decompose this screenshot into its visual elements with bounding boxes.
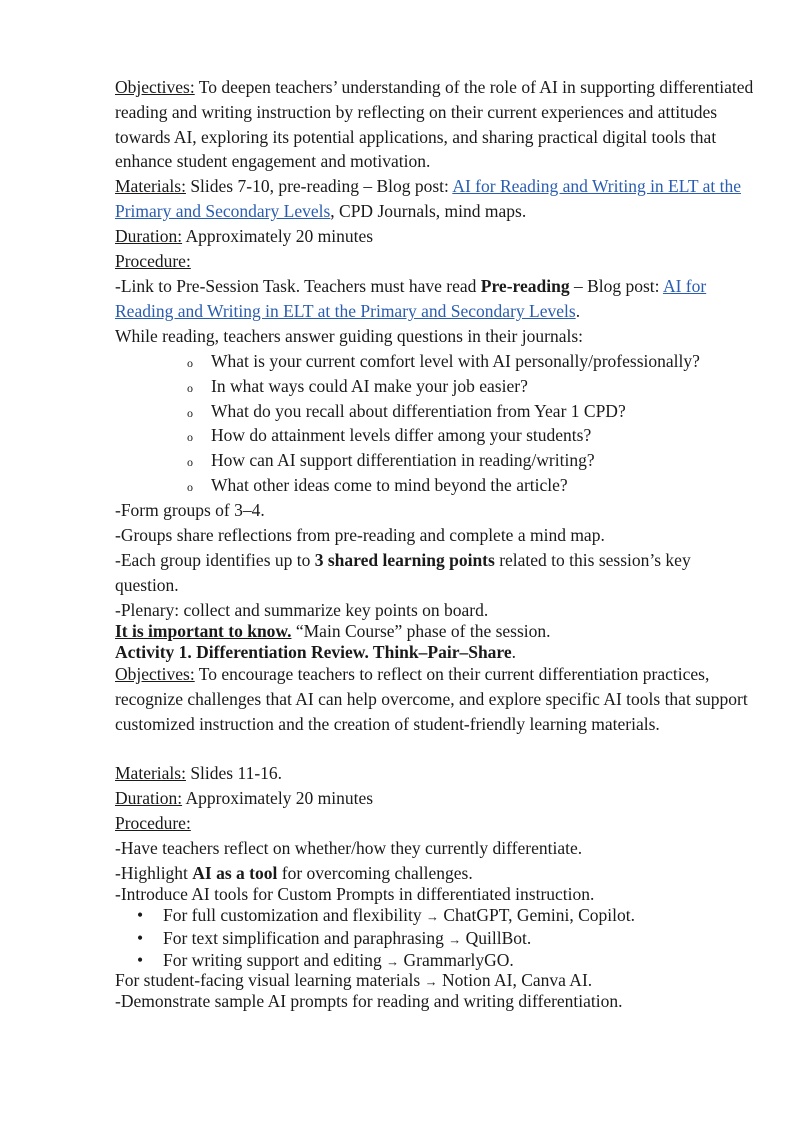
materials-paragraph: [115, 174, 755, 224]
arrow-right-icon: →: [386, 954, 400, 969]
objectives-label: Objectives:: [115, 77, 195, 97]
introduce-line: -Introduce AI tools for Custom Prompts in differentiated instruction.: [115, 884, 595, 904]
demonstrate-line: -Demonstrate sample AI prompts for reading and writing differentiation.: [115, 991, 623, 1011]
link-task-text2: – Blog post:: [569, 276, 663, 296]
activity-procedure-label-line: [115, 811, 755, 836]
while-reading-text: While reading, teachers answer guiding questions in their journals:: [115, 326, 583, 346]
list-item: o What do you recall about differentiation from Year 1 CPD?: [187, 399, 767, 424]
circle-bullet-icon: o: [187, 405, 193, 420]
shared-points-bold: 3 shared learning points: [314, 550, 495, 570]
duration-label: Duration:: [115, 788, 183, 808]
list-item: o How can AI support differentiation in reading/writing?: [187, 448, 767, 473]
link-task-text: -Link to Pre-Session Task. Teachers must have read: [115, 276, 481, 296]
student-facing-line: For student-facing visual learning materials → Notion AI, Canva AI.: [115, 970, 593, 990]
circle-bullet-icon: o: [187, 356, 193, 370]
reflect-line: -Have teachers reflect on whether/how they currently differentiate.: [115, 838, 583, 858]
objectives-text: To deepen teachers’ understanding of the role of AI in supporting differentiated reading and writing instruction by reflecting on their current experiences and attitudes towards AI, exploring its potential applications, and sharing practical digital tools that enhance student engagement and motivation.: [115, 77, 754, 172]
list-item: o What other ideas come to mind beyond the article?: [187, 473, 767, 498]
objectives-paragraph: [115, 75, 755, 174]
guiding-questions-list: [187, 349, 767, 498]
list-item: • For full customization and flexibility → ChatGPT, Gemini, Copilot.: [137, 905, 636, 925]
ai-tools-list: [137, 905, 757, 973]
procedure-label: Procedure:: [115, 251, 191, 271]
activity-materials-line: Materials: Slides 11-16.: [115, 763, 283, 783]
list-item: • For text simplification and paraphrasing → QuillBot.: [137, 927, 532, 948]
blog-post-link[interactable]: AI for Reading and Writing in ELT at the Primary and Secondary Levels: [115, 176, 741, 221]
materials-label: Materials:: [115, 176, 186, 196]
materials-label: Materials:: [115, 763, 186, 783]
procedure-label-line: [115, 249, 755, 274]
objectives-label: Objectives:: [115, 664, 195, 684]
circle-bullet-icon: o: [187, 479, 193, 494]
ai-tool-bold: AI as a tool: [192, 863, 278, 883]
circle-bullet-icon: o: [187, 455, 193, 470]
list-item: • For writing support and editing → GrammarlyGO.: [137, 950, 514, 970]
arrow-right-icon: →: [425, 909, 439, 924]
while-reading-line: [115, 324, 755, 349]
form-groups-line: -Form groups of 3–4.: [115, 500, 265, 520]
list-item: o What is your current comfort level with AI personally/professionally?: [187, 349, 767, 374]
arrow-right-icon: →: [448, 931, 462, 947]
plenary-line: -Plenary: collect and summarize key points on board.: [115, 600, 489, 620]
activity-objectives-paragraph: Objectives: To encourage teachers to reflect on their current differentiation practices, recognize challenges that AI can help overcome, and explore specific AI tools that support customized instruction and the creation of student-friendly learning materials.: [115, 664, 748, 734]
activity-duration-line: Duration: Approximately 20 minutes: [115, 788, 374, 808]
procedure-label: Procedure:: [115, 813, 191, 833]
materials-text: Slides 7-10, pre-reading – Blog post:: [185, 176, 453, 196]
link-task-end: .: [575, 300, 581, 321]
list-item: o In what ways could AI make your job easier?: [187, 374, 767, 399]
bullet-icon: •: [137, 950, 144, 970]
important-label: It is important to know.: [115, 621, 292, 641]
pre-reading-bold: Pre-reading: [480, 276, 570, 296]
list-item: o How do attainment levels differ among your students?: [187, 423, 767, 448]
highlight-line: -Highlight AI as a tool for overcoming challenges.: [115, 863, 473, 883]
activity-title: Activity 1. Differentiation Review. Think–Pair–Share.: [115, 642, 517, 662]
duration-text: Approximately 20 minutes: [182, 226, 374, 246]
circle-bullet-icon: o: [187, 380, 193, 395]
bullet-icon: •: [137, 905, 144, 925]
duration-paragraph: [115, 224, 755, 249]
circle-bullet-icon: o: [187, 430, 193, 445]
bullet-icon: •: [137, 927, 144, 948]
duration-label: Duration:: [115, 226, 183, 246]
groups-share-line: -Groups share reflections from pre-reading and complete a mind map.: [115, 525, 605, 545]
each-group-paragraph: -Each group identifies up to 3 shared learning points related to this session’s key question.: [115, 550, 691, 595]
arrow-right-icon: →: [424, 974, 438, 989]
blog-post-link-2[interactable]: AI for Reading and Writing in ELT at the Primary and Secondary Levels: [115, 276, 707, 321]
link-task-paragraph: [115, 274, 755, 324]
important-line: It is important to know. “Main Course” phase of the session.: [115, 621, 551, 641]
materials-text-end: , CPD Journals, mind maps.: [330, 200, 527, 221]
